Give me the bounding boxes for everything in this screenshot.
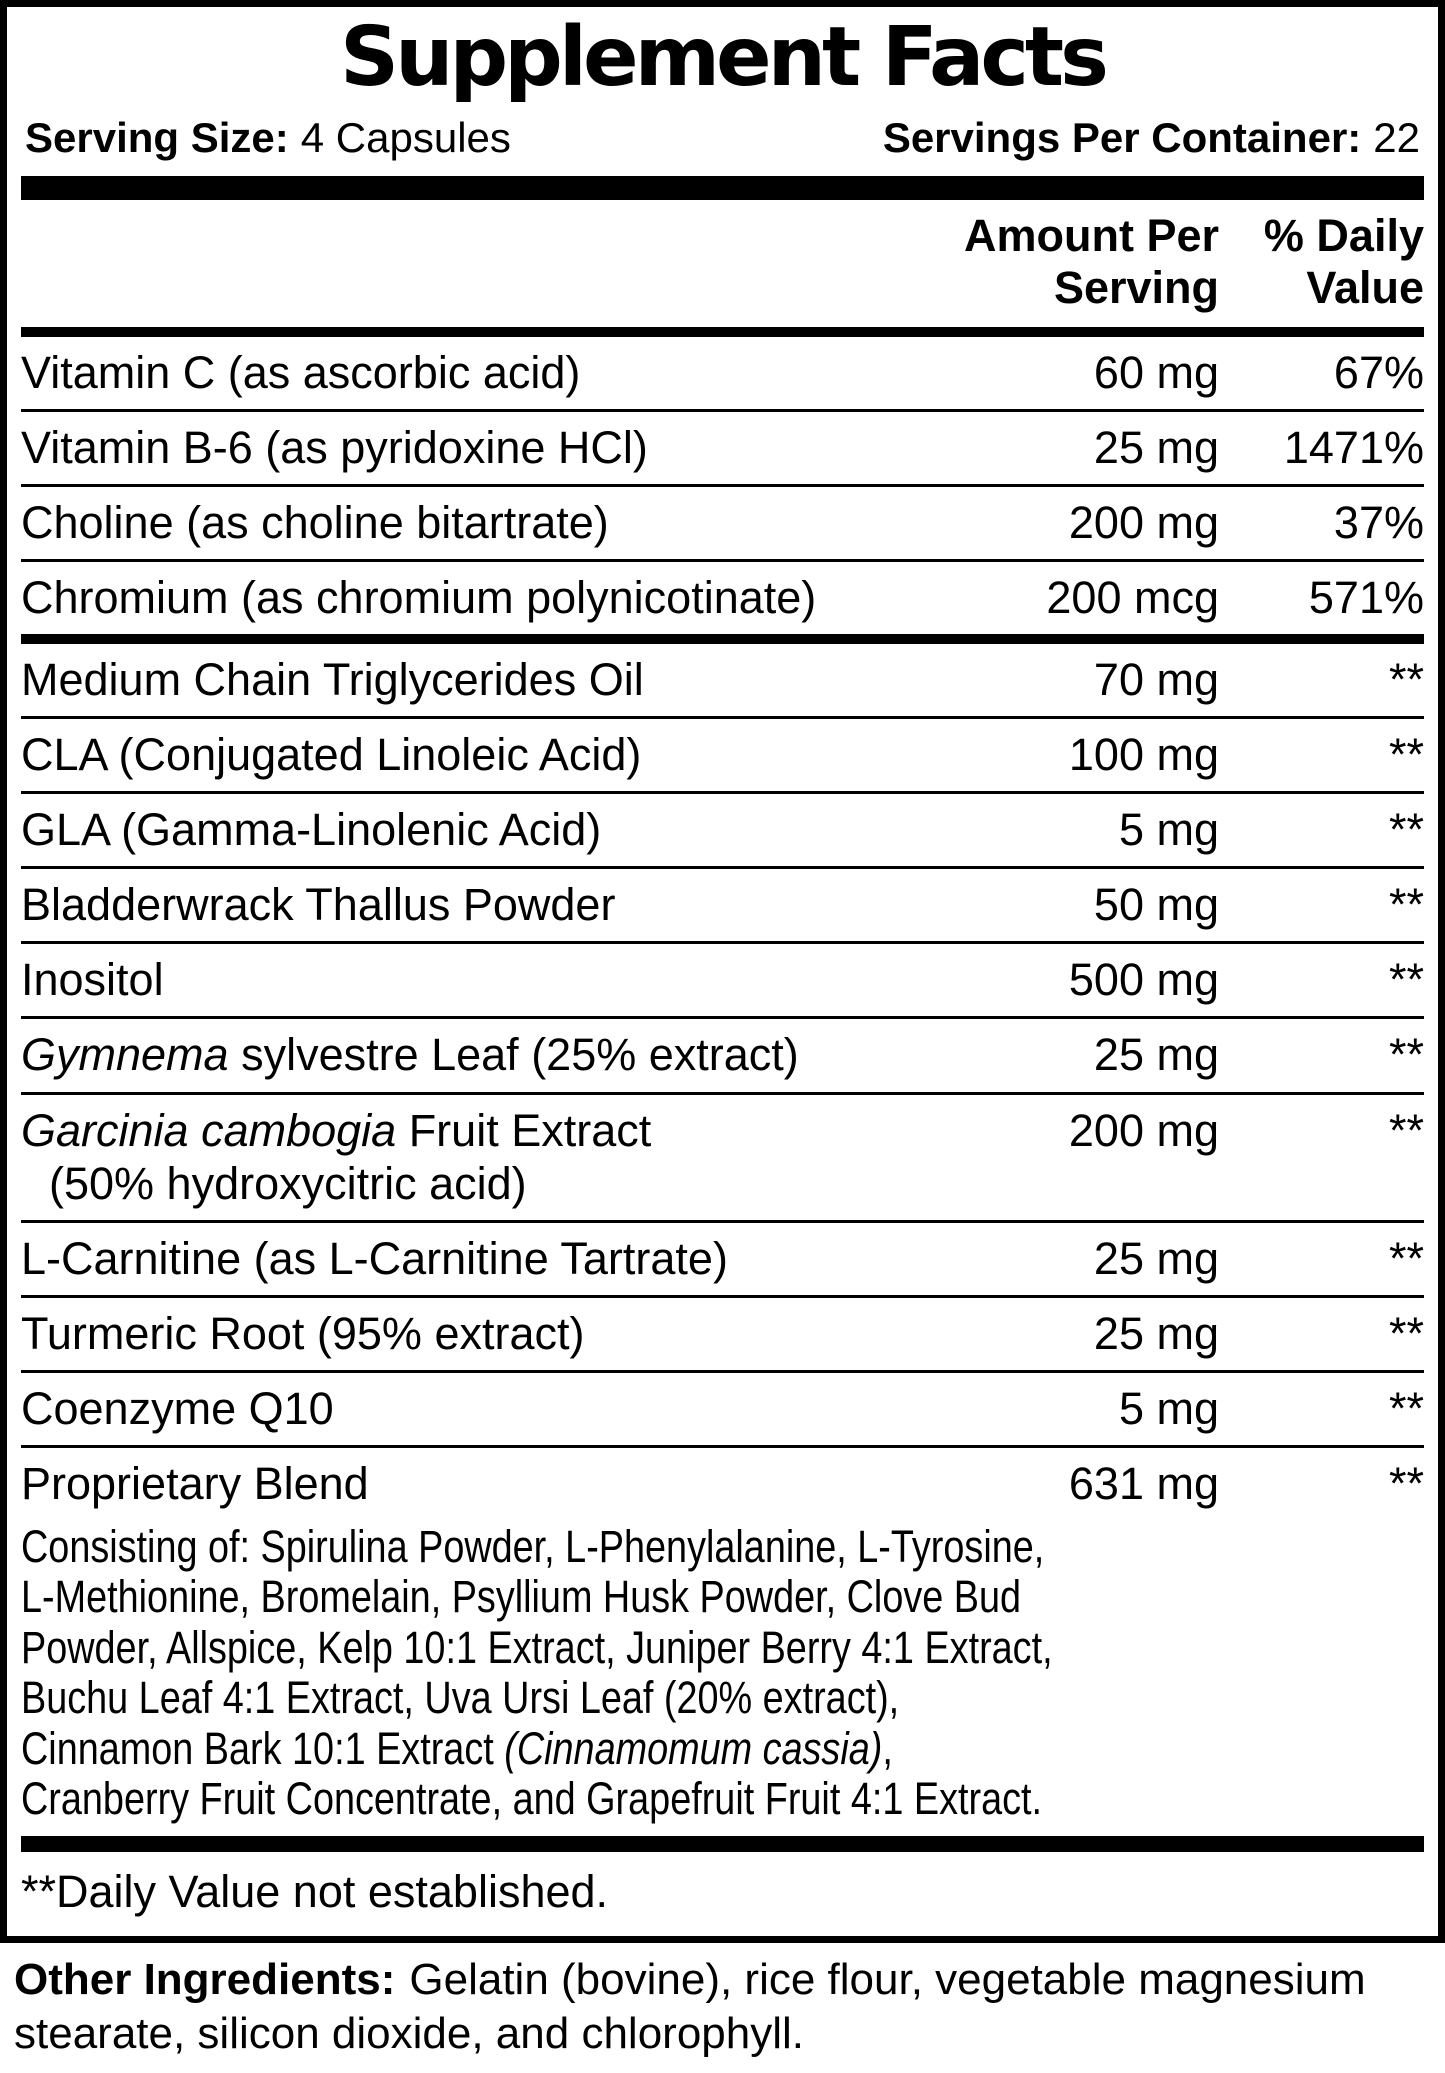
serving-size-value: 4 Capsules bbox=[300, 113, 511, 161]
daily-value: 67% bbox=[1333, 346, 1424, 398]
daily-value: ** bbox=[1388, 653, 1424, 705]
serving-size-label: Serving Size: bbox=[25, 113, 289, 161]
ingredient-name: Medium Chain Triglycerides Oil bbox=[21, 653, 644, 705]
amount-per-serving: 70 mg bbox=[1093, 653, 1219, 705]
daily-value: ** bbox=[1388, 1029, 1424, 1081]
ingredient-name: Choline (as choline bitartrate) bbox=[21, 496, 609, 548]
ingredient-row bbox=[21, 791, 1424, 866]
ingredient-row bbox=[21, 716, 1424, 791]
ingredient-name: Bladderwrack Thallus Powder bbox=[21, 879, 616, 931]
servings-per-container-label: Servings Per Container: bbox=[882, 113, 1362, 161]
daily-value: ** bbox=[1388, 1104, 1424, 1156]
ingredient-row bbox=[21, 866, 1424, 941]
ingredient-row bbox=[21, 1220, 1424, 1295]
blend-description-line: Cinnamon Bark 10:1 Extract (Cinnamomum cassia), bbox=[21, 1722, 893, 1774]
ingredient-row bbox=[21, 409, 1424, 484]
ingredient-name: L-Carnitine (as L-Carnitine Tartrate) bbox=[21, 1232, 728, 1284]
amount-per-serving: 5 mg bbox=[1118, 804, 1219, 856]
ingredient-name: Garcinia cambogia Fruit Extract (50% hydroxycitric acid) bbox=[21, 1104, 919, 1210]
footnote-divider-bar bbox=[21, 1836, 1424, 1852]
panel-title: Supplement Facts bbox=[340, 10, 1105, 105]
ingredient-row bbox=[21, 1445, 1424, 1520]
servings-per-container bbox=[883, 114, 1420, 162]
thick-divider-bar bbox=[21, 176, 1424, 200]
daily-value: ** bbox=[1388, 1382, 1424, 1434]
ingredient-name-second-line: (50% hydroxycitric acid) bbox=[49, 1157, 527, 1209]
daily-value: ** bbox=[1388, 1457, 1424, 1509]
amount-per-serving: 5 mg bbox=[1118, 1382, 1219, 1434]
ingredient-name: Turmeric Root (95% extract) bbox=[21, 1307, 585, 1359]
daily-value: 37% bbox=[1333, 496, 1424, 548]
amount-per-serving: 500 mg bbox=[1068, 954, 1219, 1006]
amount-per-serving: 200 mcg bbox=[1046, 571, 1219, 623]
ingredient-name: Chromium (as chromium polynicotinate) bbox=[21, 571, 817, 623]
serving-info-row bbox=[21, 102, 1424, 176]
daily-value: ** bbox=[1388, 1232, 1424, 1284]
other-ingredients-line bbox=[14, 1953, 1431, 2007]
daily-value-footnote: **Daily Value not established. bbox=[21, 1866, 609, 1918]
amount-per-serving: 200 mg bbox=[1068, 1104, 1219, 1156]
daily-value: ** bbox=[1388, 1307, 1424, 1359]
other-ingredients-text-2: stearate, silicon dioxide, and chlorophyll. bbox=[14, 2008, 805, 2058]
ingredient-name: Inositol bbox=[21, 954, 164, 1006]
ingredient-name: Coenzyme Q10 bbox=[21, 1382, 334, 1434]
other-ingredients bbox=[0, 1943, 1445, 2072]
amount-column-header: Amount Per Serving bbox=[963, 210, 1219, 314]
amount-per-serving: 25 mg bbox=[1093, 1029, 1219, 1081]
amount-per-serving: 25 mg bbox=[1093, 1307, 1219, 1359]
ingredient-name: Vitamin C (as ascorbic acid) bbox=[21, 346, 581, 398]
amount-per-serving: 50 mg bbox=[1093, 879, 1219, 931]
ingredient-name: Vitamin B-6 (as pyridoxine HCl) bbox=[21, 421, 648, 473]
amount-per-serving: 100 mg bbox=[1068, 729, 1219, 781]
column-headers bbox=[21, 200, 1424, 326]
daily-value: ** bbox=[1388, 879, 1424, 931]
ingredient-row bbox=[21, 337, 1424, 409]
ingredient-row bbox=[21, 1016, 1424, 1091]
blend-description-line: Powder, Allspice, Kelp 10:1 Extract, Juniper Berry 4:1 Extract, bbox=[21, 1621, 1053, 1673]
amount-per-serving: 25 mg bbox=[1093, 421, 1219, 473]
ingredient-row bbox=[21, 941, 1424, 1016]
ingredient-table bbox=[21, 337, 1424, 1833]
section-divider-bar bbox=[21, 634, 1424, 644]
ingredient-row bbox=[21, 1092, 1424, 1220]
daily-value: ** bbox=[1388, 729, 1424, 781]
ingredient-name: Gymnema sylvestre Leaf (25% extract) bbox=[21, 1029, 799, 1081]
amount-per-serving: 631 mg bbox=[1068, 1457, 1219, 1509]
servings-per-container-value: 22 bbox=[1373, 113, 1420, 161]
daily-value: 1471% bbox=[1283, 421, 1424, 473]
ingredient-row bbox=[21, 1370, 1424, 1445]
ingredient-row bbox=[21, 644, 1424, 716]
other-ingredients-text-1: Gelatin (bovine), rice flour, vegetable magnesium bbox=[409, 1955, 1366, 2005]
blend-description-line: Consisting of: Spirulina Powder, L-Phenylalanine, L-Tyrosine, bbox=[21, 1521, 1045, 1573]
blend-description-line: Cranberry Fruit Concentrate, and Grapefruit Fruit 4:1 Extract. bbox=[21, 1773, 1043, 1825]
ingredient-row bbox=[21, 484, 1424, 559]
other-ingredients-label: Other Ingredients: bbox=[14, 1955, 396, 2005]
blend-description-line: Buchu Leaf 4:1 Extract, Uva Ursi Leaf (20% extract), bbox=[21, 1672, 900, 1724]
ingredient-name: GLA (Gamma-Linolenic Acid) bbox=[21, 804, 602, 856]
ingredient-row bbox=[21, 1295, 1424, 1370]
daily-value: ** bbox=[1388, 804, 1424, 856]
daily-value: ** bbox=[1388, 954, 1424, 1006]
amount-per-serving: 25 mg bbox=[1093, 1232, 1219, 1284]
blend-description-line: L-Methionine, Bromelain, Psyllium Husk Powder, Clove Bud bbox=[21, 1571, 1022, 1623]
serving-size bbox=[25, 114, 511, 162]
ingredient-row bbox=[21, 559, 1424, 634]
amount-per-serving: 200 mg bbox=[1068, 496, 1219, 548]
daily-value: 571% bbox=[1308, 571, 1424, 623]
header-divider-bar bbox=[21, 327, 1424, 337]
amount-per-serving: 60 mg bbox=[1093, 346, 1219, 398]
ingredient-name: Proprietary Blend bbox=[21, 1457, 369, 1509]
daily-value-column-header: % Daily Value bbox=[1263, 210, 1424, 314]
ingredient-name: CLA (Conjugated Linoleic Acid) bbox=[21, 729, 642, 781]
other-ingredients-line bbox=[14, 2007, 1431, 2061]
